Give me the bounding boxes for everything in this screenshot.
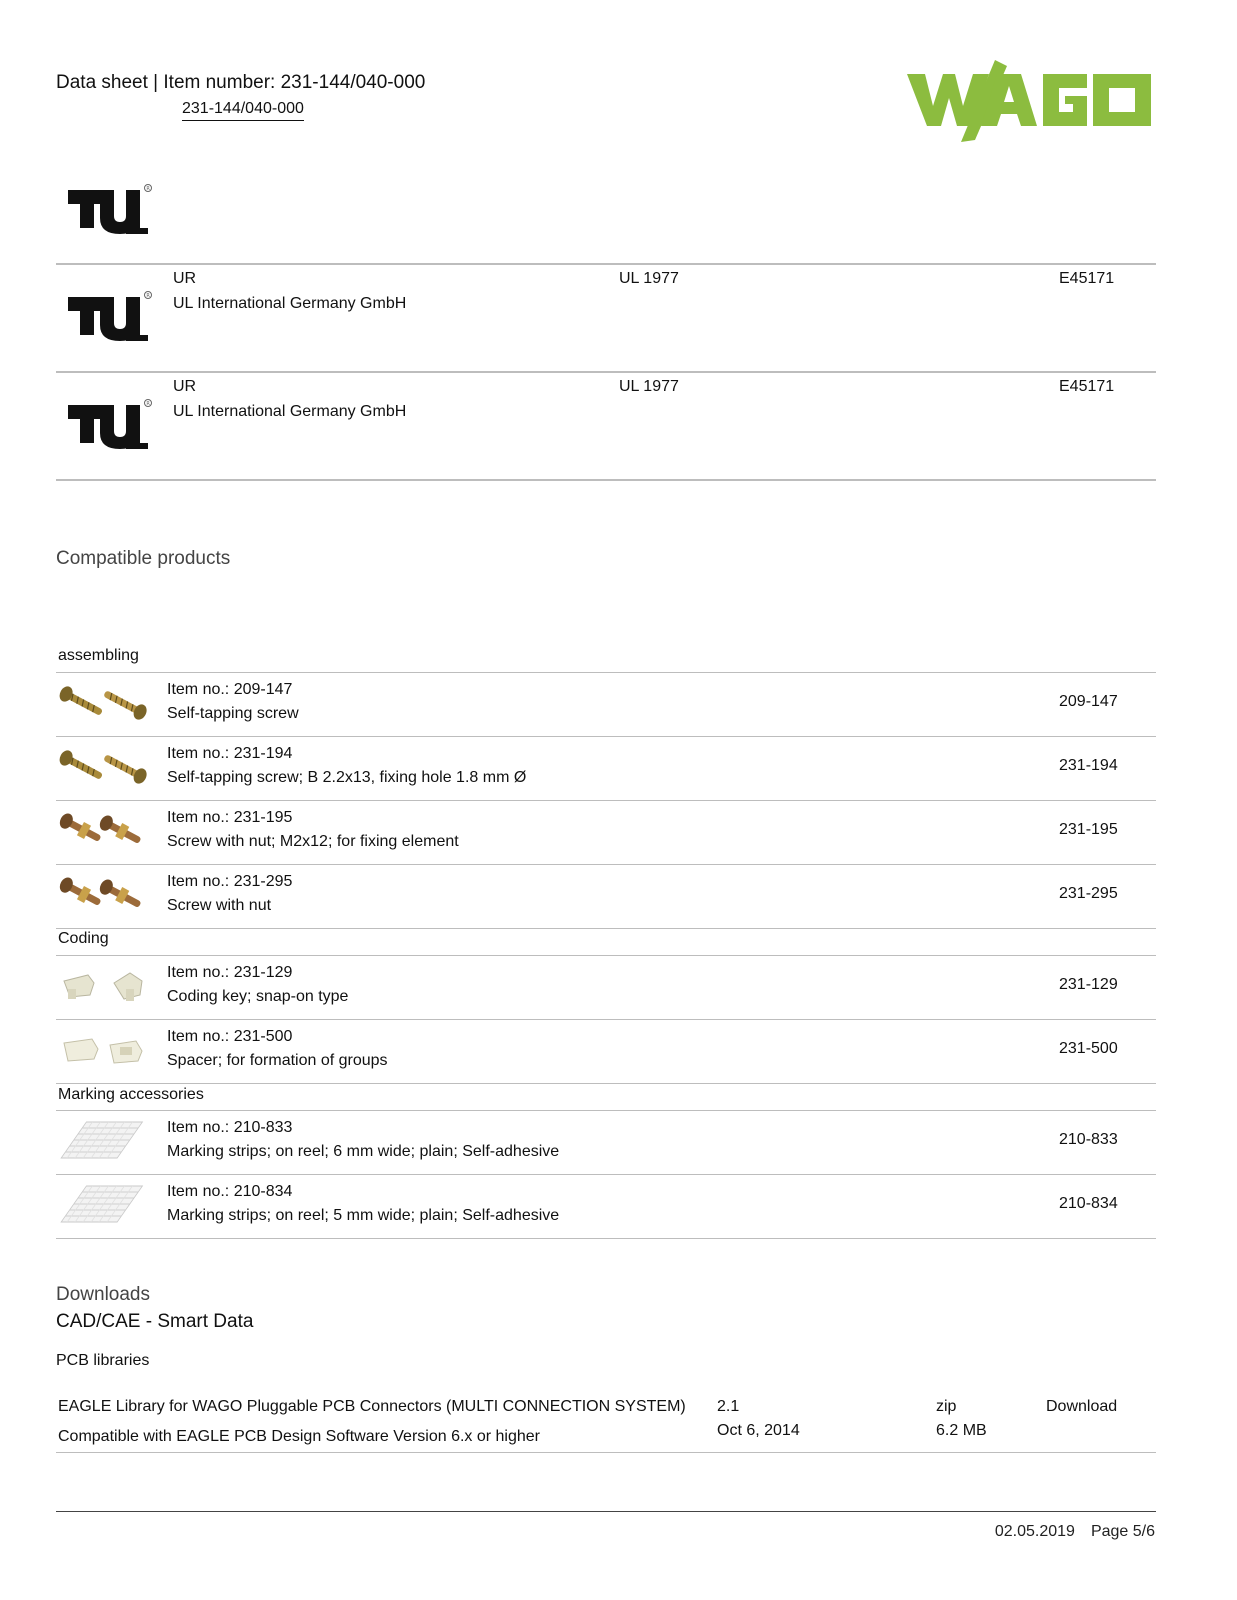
product-item-number: Item no.: 231-194 [167, 745, 293, 762]
item-number-link[interactable]: 231-144/040-000 [182, 100, 304, 121]
document-title: Data sheet | Item number: 231-144/040-000 [56, 72, 426, 93]
downloads-subheading: CAD/CAE - Smart Data [56, 1311, 254, 1332]
product-item-number: Item no.: 231-195 [167, 809, 293, 826]
approval-mark: UR [173, 270, 197, 287]
category-label-coding: Coding [58, 930, 109, 947]
approval-number: E45171 [1059, 378, 1115, 395]
product-description: Self-tapping screw [167, 705, 299, 722]
download-date: Oct 6, 2014 [717, 1422, 800, 1439]
download-version: 2.1 [717, 1398, 740, 1415]
marking-strip-icon [58, 1178, 150, 1230]
approval-organization: UL International Germany GmbH [173, 295, 407, 312]
product-code[interactable]: 231-500 [1059, 1040, 1118, 1057]
download-file-note: Compatible with EAGLE PCB Design Software Version 6.x or higher [58, 1428, 541, 1445]
download-file-name: EAGLE Library for WAGO Pluggable PCB Connectors (MULTI CONNECTION SYSTEM) [58, 1398, 686, 1415]
product-item-number: Item no.: 231-500 [167, 1028, 293, 1045]
product-item-number: Item no.: 231-295 [167, 873, 293, 890]
page-footer [995, 1523, 1155, 1541]
screw-icon [58, 678, 150, 730]
page-number: Page 5/6 [1090, 1523, 1155, 1540]
product-code[interactable]: 210-833 [1059, 1131, 1118, 1148]
approval-organization: UL International Germany GmbH [173, 403, 407, 420]
ul-recognized-icon [64, 289, 154, 345]
wago-logo [903, 58, 1155, 142]
product-description: Self-tapping screw; B 2.2x13, fixing hole 1.8 mm Ø [167, 769, 527, 786]
product-code[interactable]: 231-194 [1059, 757, 1118, 774]
approval-mark: UR [173, 378, 197, 395]
category-label-assembling: assembling [58, 647, 139, 664]
marking-strip-icon [58, 1114, 150, 1166]
product-code[interactable]: 209-147 [1059, 693, 1118, 710]
product-description: Screw with nut; M2x12; for fixing element [167, 833, 459, 850]
coding-key-icon [58, 961, 150, 1013]
approval-standard: UL 1977 [619, 378, 679, 395]
approval-number: E45171 [1059, 270, 1115, 287]
download-size: 6.2 MB [936, 1422, 987, 1439]
category-label-marking-accessories: Marking accessories [58, 1086, 204, 1103]
product-code[interactable]: 231-195 [1059, 821, 1118, 838]
product-item-number: Item no.: 209-147 [167, 681, 293, 698]
download-link[interactable]: Download [1046, 1398, 1118, 1415]
product-description: Marking strips; on reel; 6 mm wide; plain; Self-adhesive [167, 1143, 560, 1160]
product-code[interactable]: 231-129 [1059, 976, 1118, 993]
product-item-number: Item no.: 231-129 [167, 964, 293, 981]
product-item-number: Item no.: 210-834 [167, 1183, 293, 1200]
product-code[interactable]: 231-295 [1059, 885, 1118, 902]
product-item-number: Item no.: 210-833 [167, 1119, 293, 1136]
product-description: Marking strips; on reel; 5 mm wide; plain; Self-adhesive [167, 1207, 560, 1224]
product-description: Spacer; for formation of groups [167, 1052, 388, 1069]
spacer-icon [58, 1025, 150, 1077]
footer-date: 02.05.2019 [994, 1523, 1075, 1540]
ul-recognized-icon [64, 182, 154, 238]
download-group-label: PCB libraries [56, 1352, 150, 1369]
approval-standard: UL 1977 [619, 270, 679, 287]
screw-nut-icon [58, 870, 150, 922]
product-description: Coding key; snap-on type [167, 988, 349, 1005]
screw-nut-icon [58, 806, 150, 858]
screw-icon [58, 742, 150, 794]
compatible-products-heading: Compatible products [56, 548, 231, 569]
product-description: Screw with nut [167, 897, 272, 914]
ul-recognized-icon [64, 397, 154, 453]
download-format: zip [936, 1398, 957, 1415]
product-code[interactable]: 210-834 [1059, 1195, 1118, 1212]
downloads-heading: Downloads [56, 1284, 150, 1305]
